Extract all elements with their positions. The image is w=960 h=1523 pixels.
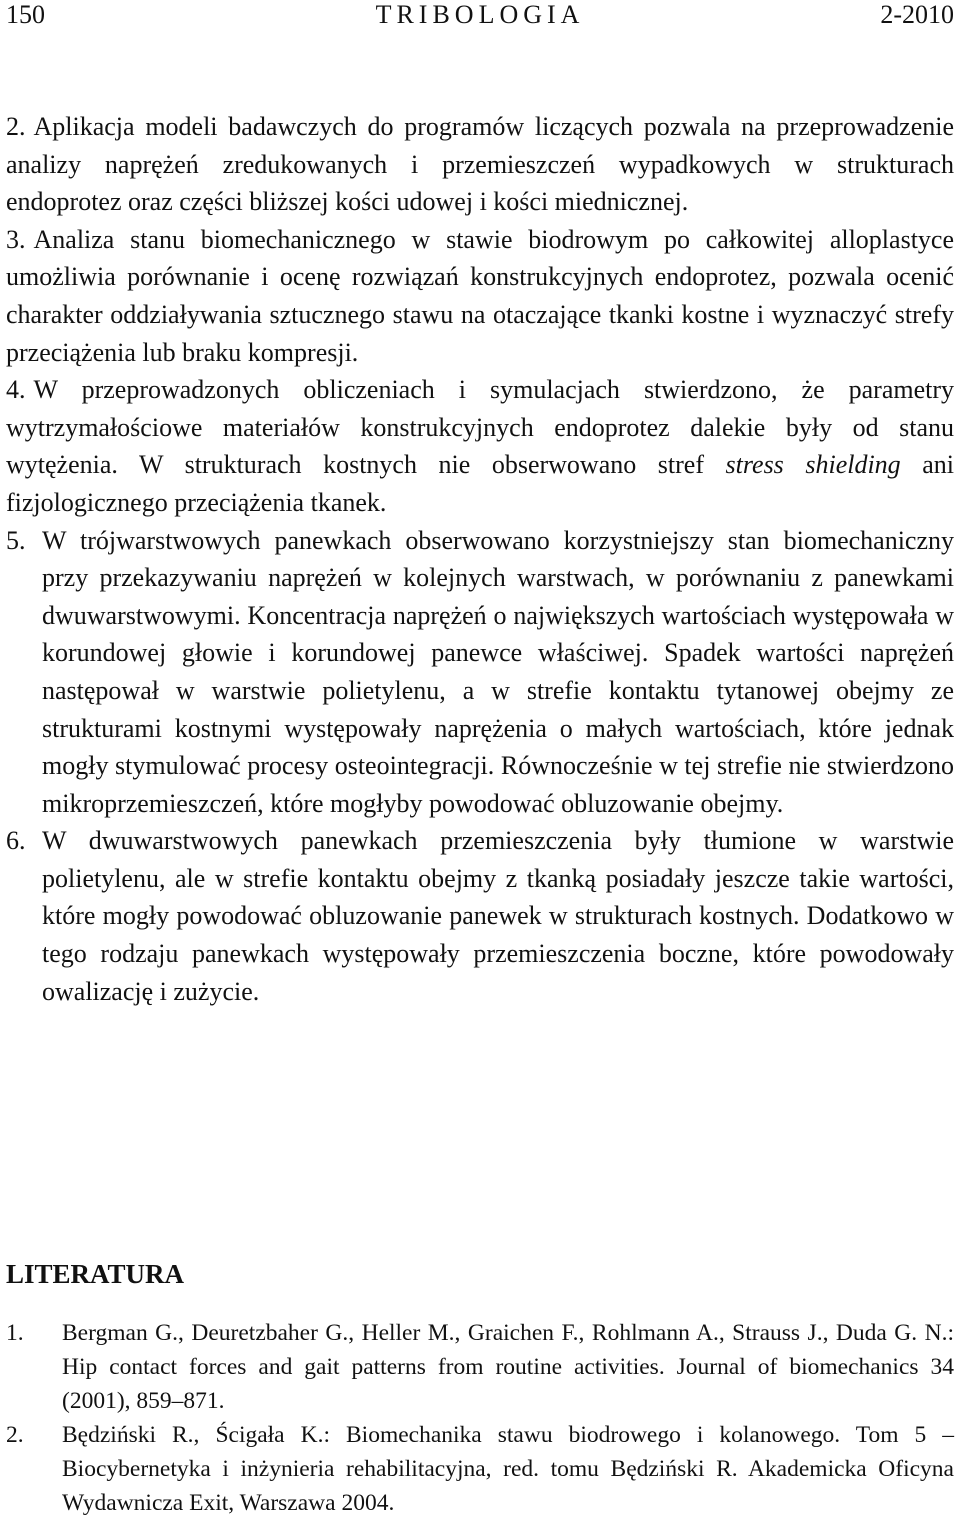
conclusions-list [6, 108, 954, 1010]
reference-number: 2. [6, 1422, 24, 1448]
reference-item [6, 1316, 954, 1418]
journal-title: TRIBOLOGIA [375, 0, 585, 29]
conclusion-item-5 [6, 522, 954, 823]
conclusion-text: Analiza stanu biomechanicznego w stawie biodrowym po całkowitej alloplastyce umożliwia porównanie i ocenę rozwiązań konstrukcyjnych endoprotez, pozwala ocenić charakter oddziaływania sztucznego stawu na otaczające tkanki kostne i wyznaczyć strefy przeciążenia lub braku kompresji. [6, 224, 954, 367]
conclusion-item-4 [6, 371, 954, 521]
reference-number: 1. [6, 1320, 24, 1346]
conclusion-item-3 [6, 221, 954, 371]
reference-list [6, 1316, 954, 1520]
conclusion-number: 3. [6, 224, 26, 254]
running-header [6, 0, 954, 30]
conclusion-number: 4. [6, 375, 26, 405]
conclusion-text: Aplikacja modeli badawczych do programów liczących pozwala na przeprowadzenie analizy naprężeń zredukowanych i przemieszczeń wypadkowych w strukturach endoprotez oraz części bliższej kości udowej i kości miednicznej. [6, 112, 954, 217]
reference-item [6, 1418, 954, 1520]
journal-issue: 2-2010 [880, 0, 954, 29]
emphasis-term: stress shielding [725, 450, 901, 480]
conclusion-number: 2. [6, 112, 26, 141]
conclusion-number: 5. [6, 525, 26, 555]
conclusion-item-6 [6, 822, 954, 1010]
conclusion-text: W trójwarstwowych panewkach obserwowano korzystniejszy stan biomechaniczny przy przekazywaniu naprężeń w kolejnych warstwach, w porównaniu z panewkami dwuwarstwowymi. Koncentracja naprężeń o największych wartościach występowała w korundowej głowie i korundowej panewce właściwej. Spadek wartości naprężeń następował w warstwie polietylenu, a w strefie kontaktu tytanowej obejmy ze strukturami kostnymi występowały naprężenia o małych wartościach, które jednak mogły stymulować procesy osteointegracji. Równocześnie w tej strefie nie stwierdzono mikroprzemieszczeń, które mogłyby powodować obluzowanie obejmy. [42, 525, 954, 818]
conclusion-text: W dwuwarstwowych panewkach przemieszczenia były tłumione w warstwie polietylenu, ale w strefie kontaktu obejmy z tkanką posiadały jeszcze takie wartości, które mogły powodować obluzowanie panewek w strukturach kostnych. Dodatkowo w tego rodzaju panewkach występowały przemieszczenia boczne, które powodowały owalizację i zużycie. [42, 826, 954, 1006]
conclusion-number: 6. [6, 826, 26, 856]
reference-text: Bergman G., Deuretzbaher G., Heller M., Graichen F., Rohlmann A., Strauss J., Duda G. N.: Hip contact forces and gait patterns from routine activities. Journal of biomechanics 34 (2001), 859–871. [62, 1320, 954, 1414]
conclusion-item-2 [6, 108, 954, 221]
literature-heading: LITERATURA [6, 1259, 185, 1289]
reference-text: Będziński R., Ścigała K.: Biomechanika stawu biodrowego i kolanowego. Tom 5 – Biocybernetyka i inżynieria rehabilitacyjna, red. tomu Będziński R. Akademicka Oficyna Wydawnicza Exit, Warszawa 2004. [62, 1422, 954, 1516]
conclusion-text-part: W przeprowadzonych obliczeniach i symulacjach stwierdzono, że parametry wytrzymałościowe materiałów konstrukcyjnych endoprotez dalekie były od stanu wytężenia. W strukturach kostnych nie obserwowano stref [6, 375, 954, 480]
conclusion-text-part: ani fizjologicznego przeciążenia tkanek. [6, 450, 954, 517]
page-number: 150 [6, 0, 45, 29]
conclusion-text [6, 375, 954, 517]
